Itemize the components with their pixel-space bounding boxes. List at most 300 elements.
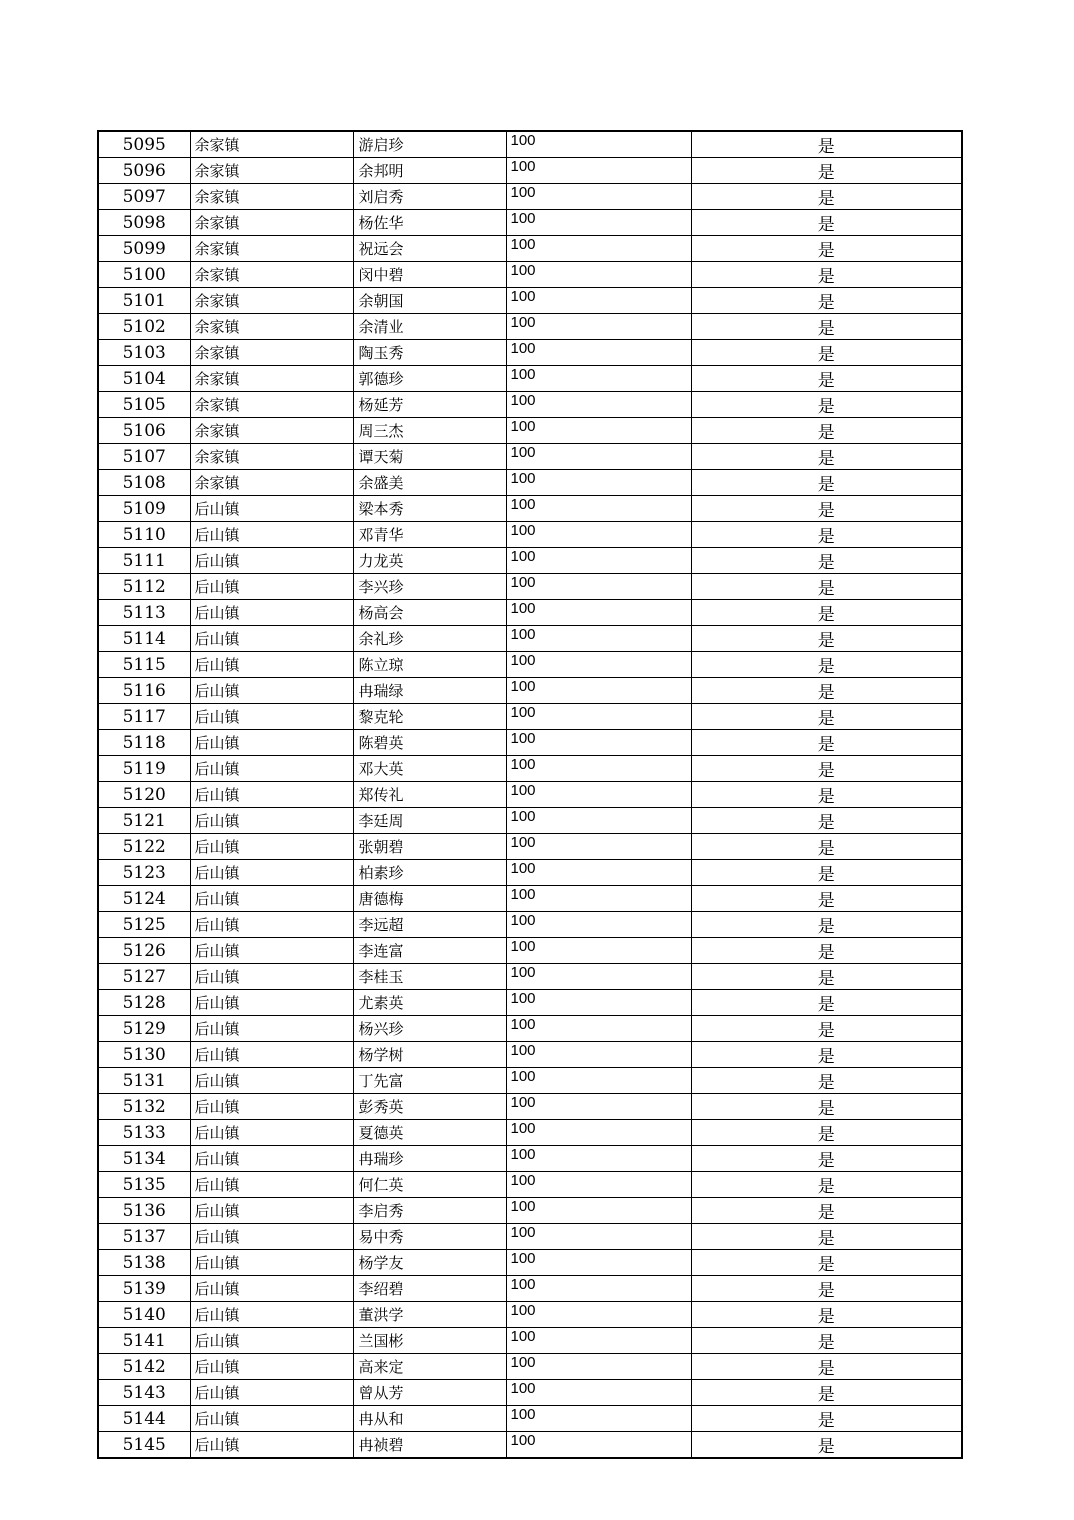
flag-cell: 是 bbox=[691, 470, 962, 496]
row-number-cell: 5135 bbox=[98, 1172, 190, 1198]
flag-cell: 是 bbox=[691, 548, 962, 574]
person-name-cell: 冉从和 bbox=[353, 1406, 506, 1432]
flag-cell: 是 bbox=[691, 340, 962, 366]
table-row bbox=[98, 1198, 962, 1224]
person-name-cell: 李连富 bbox=[353, 938, 506, 964]
town-cell: 后山镇 bbox=[190, 782, 353, 808]
person-name-cell: 柏素珍 bbox=[353, 860, 506, 886]
table-row bbox=[98, 314, 962, 340]
person-name-cell: 冉瑞珍 bbox=[353, 1146, 506, 1172]
table-row bbox=[98, 1380, 962, 1406]
flag-cell: 是 bbox=[691, 1016, 962, 1042]
row-number-cell: 5125 bbox=[98, 912, 190, 938]
row-number-cell: 5143 bbox=[98, 1380, 190, 1406]
person-name-cell: 李桂玉 bbox=[353, 964, 506, 990]
amount-cell: 100 bbox=[506, 834, 691, 860]
person-name-cell: 张朝碧 bbox=[353, 834, 506, 860]
person-name-cell: 郭德珍 bbox=[353, 366, 506, 392]
row-number-cell: 5112 bbox=[98, 574, 190, 600]
flag-cell: 是 bbox=[691, 1094, 962, 1120]
amount-cell: 100 bbox=[506, 912, 691, 938]
person-name-cell: 邓青华 bbox=[353, 522, 506, 548]
flag-cell: 是 bbox=[691, 1276, 962, 1302]
amount-cell: 100 bbox=[506, 1198, 691, 1224]
table-row bbox=[98, 470, 962, 496]
town-cell: 后山镇 bbox=[190, 574, 353, 600]
flag-cell: 是 bbox=[691, 886, 962, 912]
table-row bbox=[98, 1094, 962, 1120]
amount-cell: 100 bbox=[506, 860, 691, 886]
row-number-cell: 5102 bbox=[98, 314, 190, 340]
person-name-cell: 杨学树 bbox=[353, 1042, 506, 1068]
table-row bbox=[98, 1302, 962, 1328]
flag-cell: 是 bbox=[691, 444, 962, 470]
table-row bbox=[98, 1042, 962, 1068]
town-cell: 余家镇 bbox=[190, 418, 353, 444]
town-cell: 余家镇 bbox=[190, 314, 353, 340]
flag-cell: 是 bbox=[691, 1406, 962, 1432]
flag-cell: 是 bbox=[691, 1068, 962, 1094]
amount-cell: 100 bbox=[506, 756, 691, 782]
row-number-cell: 5126 bbox=[98, 938, 190, 964]
table-row bbox=[98, 1276, 962, 1302]
person-name-cell: 陈碧英 bbox=[353, 730, 506, 756]
row-number-cell: 5129 bbox=[98, 1016, 190, 1042]
flag-cell: 是 bbox=[691, 1302, 962, 1328]
table-row bbox=[98, 1432, 962, 1459]
flag-cell: 是 bbox=[691, 496, 962, 522]
amount-cell: 100 bbox=[506, 1146, 691, 1172]
person-name-cell: 闵中碧 bbox=[353, 262, 506, 288]
person-name-cell: 易中秀 bbox=[353, 1224, 506, 1250]
row-number-cell: 5121 bbox=[98, 808, 190, 834]
town-cell: 余家镇 bbox=[190, 366, 353, 392]
flag-cell: 是 bbox=[691, 1120, 962, 1146]
table-row bbox=[98, 678, 962, 704]
amount-cell: 100 bbox=[506, 964, 691, 990]
town-cell: 后山镇 bbox=[190, 1224, 353, 1250]
person-name-cell: 谭天菊 bbox=[353, 444, 506, 470]
person-name-cell: 余礼珍 bbox=[353, 626, 506, 652]
town-cell: 后山镇 bbox=[190, 548, 353, 574]
table-row bbox=[98, 184, 962, 210]
table-row bbox=[98, 1172, 962, 1198]
person-name-cell: 陶玉秀 bbox=[353, 340, 506, 366]
row-number-cell: 5097 bbox=[98, 184, 190, 210]
amount-cell: 100 bbox=[506, 574, 691, 600]
amount-cell: 100 bbox=[506, 990, 691, 1016]
flag-cell: 是 bbox=[691, 730, 962, 756]
person-name-cell: 高来定 bbox=[353, 1354, 506, 1380]
flag-cell: 是 bbox=[691, 1172, 962, 1198]
flag-cell: 是 bbox=[691, 314, 962, 340]
table-row bbox=[98, 1406, 962, 1432]
row-number-cell: 5140 bbox=[98, 1302, 190, 1328]
row-number-cell: 5141 bbox=[98, 1328, 190, 1354]
table-row bbox=[98, 210, 962, 236]
flag-cell: 是 bbox=[691, 522, 962, 548]
flag-cell: 是 bbox=[691, 782, 962, 808]
flag-cell: 是 bbox=[691, 1432, 962, 1459]
person-name-cell: 杨延芳 bbox=[353, 392, 506, 418]
row-number-cell: 5116 bbox=[98, 678, 190, 704]
table-row bbox=[98, 496, 962, 522]
row-number-cell: 5100 bbox=[98, 262, 190, 288]
town-cell: 后山镇 bbox=[190, 678, 353, 704]
row-number-cell: 5122 bbox=[98, 834, 190, 860]
person-name-cell: 李远超 bbox=[353, 912, 506, 938]
row-number-cell: 5107 bbox=[98, 444, 190, 470]
flag-cell: 是 bbox=[691, 704, 962, 730]
town-cell: 后山镇 bbox=[190, 496, 353, 522]
table-row bbox=[98, 756, 962, 782]
town-cell: 后山镇 bbox=[190, 756, 353, 782]
amount-cell: 100 bbox=[506, 236, 691, 262]
table-row bbox=[98, 1068, 962, 1094]
table-row bbox=[98, 912, 962, 938]
town-cell: 余家镇 bbox=[190, 470, 353, 496]
town-cell: 余家镇 bbox=[190, 236, 353, 262]
town-cell: 后山镇 bbox=[190, 1120, 353, 1146]
town-cell: 后山镇 bbox=[190, 1068, 353, 1094]
row-number-cell: 5109 bbox=[98, 496, 190, 522]
table-row bbox=[98, 340, 962, 366]
person-name-cell: 梁本秀 bbox=[353, 496, 506, 522]
amount-cell: 100 bbox=[506, 1120, 691, 1146]
row-number-cell: 5101 bbox=[98, 288, 190, 314]
amount-cell: 100 bbox=[506, 262, 691, 288]
amount-cell: 100 bbox=[506, 418, 691, 444]
person-name-cell: 余清业 bbox=[353, 314, 506, 340]
person-name-cell: 李兴珍 bbox=[353, 574, 506, 600]
town-cell: 余家镇 bbox=[190, 158, 353, 184]
flag-cell: 是 bbox=[691, 678, 962, 704]
town-cell: 余家镇 bbox=[190, 340, 353, 366]
flag-cell: 是 bbox=[691, 1380, 962, 1406]
town-cell: 余家镇 bbox=[190, 444, 353, 470]
row-number-cell: 5104 bbox=[98, 366, 190, 392]
table-row bbox=[98, 730, 962, 756]
flag-cell: 是 bbox=[691, 210, 962, 236]
town-cell: 后山镇 bbox=[190, 1406, 353, 1432]
flag-cell: 是 bbox=[691, 912, 962, 938]
row-number-cell: 5120 bbox=[98, 782, 190, 808]
town-cell: 后山镇 bbox=[190, 990, 353, 1016]
town-cell: 后山镇 bbox=[190, 1380, 353, 1406]
town-cell: 后山镇 bbox=[190, 626, 353, 652]
amount-cell: 100 bbox=[506, 652, 691, 678]
row-number-cell: 5138 bbox=[98, 1250, 190, 1276]
flag-cell: 是 bbox=[691, 834, 962, 860]
amount-cell: 100 bbox=[506, 1354, 691, 1380]
row-number-cell: 5137 bbox=[98, 1224, 190, 1250]
person-name-cell: 丁先富 bbox=[353, 1068, 506, 1094]
person-name-cell: 余朝国 bbox=[353, 288, 506, 314]
amount-cell: 100 bbox=[506, 1016, 691, 1042]
amount-cell: 100 bbox=[506, 1406, 691, 1432]
table-row bbox=[98, 964, 962, 990]
person-name-cell: 邓大英 bbox=[353, 756, 506, 782]
table-row bbox=[98, 1016, 962, 1042]
row-number-cell: 5108 bbox=[98, 470, 190, 496]
person-name-cell: 郑传礼 bbox=[353, 782, 506, 808]
town-cell: 后山镇 bbox=[190, 1042, 353, 1068]
town-cell: 后山镇 bbox=[190, 1328, 353, 1354]
person-name-cell: 唐德梅 bbox=[353, 886, 506, 912]
flag-cell: 是 bbox=[691, 184, 962, 210]
row-number-cell: 5139 bbox=[98, 1276, 190, 1302]
table-row bbox=[98, 938, 962, 964]
row-number-cell: 5136 bbox=[98, 1198, 190, 1224]
row-number-cell: 5142 bbox=[98, 1354, 190, 1380]
town-cell: 后山镇 bbox=[190, 1146, 353, 1172]
town-cell: 余家镇 bbox=[190, 210, 353, 236]
amount-cell: 100 bbox=[506, 496, 691, 522]
table-row bbox=[98, 1146, 962, 1172]
person-name-cell: 余盛美 bbox=[353, 470, 506, 496]
row-number-cell: 5096 bbox=[98, 158, 190, 184]
table-row bbox=[98, 444, 962, 470]
row-number-cell: 5134 bbox=[98, 1146, 190, 1172]
person-name-cell: 冉瑞绿 bbox=[353, 678, 506, 704]
person-name-cell: 董洪学 bbox=[353, 1302, 506, 1328]
table-row bbox=[98, 1354, 962, 1380]
person-name-cell: 余邦明 bbox=[353, 158, 506, 184]
amount-cell: 100 bbox=[506, 1172, 691, 1198]
amount-cell: 100 bbox=[506, 392, 691, 418]
row-number-cell: 5106 bbox=[98, 418, 190, 444]
flag-cell: 是 bbox=[691, 652, 962, 678]
row-number-cell: 5144 bbox=[98, 1406, 190, 1432]
town-cell: 后山镇 bbox=[190, 522, 353, 548]
amount-cell: 100 bbox=[506, 938, 691, 964]
person-name-cell: 李廷周 bbox=[353, 808, 506, 834]
table-row bbox=[98, 418, 962, 444]
flag-cell: 是 bbox=[691, 938, 962, 964]
table-row bbox=[98, 1224, 962, 1250]
flag-cell: 是 bbox=[691, 1146, 962, 1172]
flag-cell: 是 bbox=[691, 574, 962, 600]
table-row bbox=[98, 1120, 962, 1146]
amount-cell: 100 bbox=[506, 600, 691, 626]
table-row bbox=[98, 626, 962, 652]
flag-cell: 是 bbox=[691, 600, 962, 626]
person-name-cell: 力龙英 bbox=[353, 548, 506, 574]
table-row bbox=[98, 366, 962, 392]
town-cell: 后山镇 bbox=[190, 1016, 353, 1042]
amount-cell: 100 bbox=[506, 1224, 691, 1250]
amount-cell: 100 bbox=[506, 158, 691, 184]
town-cell: 后山镇 bbox=[190, 808, 353, 834]
town-cell: 后山镇 bbox=[190, 600, 353, 626]
table-row bbox=[98, 860, 962, 886]
person-name-cell: 尤素英 bbox=[353, 990, 506, 1016]
table-row bbox=[98, 834, 962, 860]
person-name-cell: 黎克轮 bbox=[353, 704, 506, 730]
row-number-cell: 5098 bbox=[98, 210, 190, 236]
table-row bbox=[98, 600, 962, 626]
row-number-cell: 5133 bbox=[98, 1120, 190, 1146]
table-row bbox=[98, 1250, 962, 1276]
town-cell: 后山镇 bbox=[190, 860, 353, 886]
flag-cell: 是 bbox=[691, 288, 962, 314]
person-name-cell: 何仁英 bbox=[353, 1172, 506, 1198]
flag-cell: 是 bbox=[691, 236, 962, 262]
row-number-cell: 5131 bbox=[98, 1068, 190, 1094]
row-number-cell: 5113 bbox=[98, 600, 190, 626]
flag-cell: 是 bbox=[691, 1328, 962, 1354]
amount-cell: 100 bbox=[506, 1250, 691, 1276]
table-row bbox=[98, 392, 962, 418]
person-name-cell: 杨兴珍 bbox=[353, 1016, 506, 1042]
row-number-cell: 5118 bbox=[98, 730, 190, 756]
row-number-cell: 5099 bbox=[98, 236, 190, 262]
town-cell: 后山镇 bbox=[190, 652, 353, 678]
amount-cell: 100 bbox=[506, 366, 691, 392]
flag-cell: 是 bbox=[691, 418, 962, 444]
table-row bbox=[98, 1328, 962, 1354]
town-cell: 后山镇 bbox=[190, 1094, 353, 1120]
town-cell: 后山镇 bbox=[190, 1354, 353, 1380]
town-cell: 后山镇 bbox=[190, 1302, 353, 1328]
amount-cell: 100 bbox=[506, 131, 691, 158]
flag-cell: 是 bbox=[691, 366, 962, 392]
flag-cell: 是 bbox=[691, 860, 962, 886]
amount-cell: 100 bbox=[506, 1432, 691, 1459]
flag-cell: 是 bbox=[691, 158, 962, 184]
flag-cell: 是 bbox=[691, 1198, 962, 1224]
data-table bbox=[97, 130, 963, 1459]
amount-cell: 100 bbox=[506, 444, 691, 470]
amount-cell: 100 bbox=[506, 808, 691, 834]
person-name-cell: 杨高会 bbox=[353, 600, 506, 626]
table-row bbox=[98, 782, 962, 808]
person-name-cell: 刘启秀 bbox=[353, 184, 506, 210]
town-cell: 余家镇 bbox=[190, 131, 353, 158]
flag-cell: 是 bbox=[691, 131, 962, 158]
person-name-cell: 周三杰 bbox=[353, 418, 506, 444]
row-number-cell: 5127 bbox=[98, 964, 190, 990]
person-name-cell: 彭秀英 bbox=[353, 1094, 506, 1120]
amount-cell: 100 bbox=[506, 782, 691, 808]
row-number-cell: 5114 bbox=[98, 626, 190, 652]
amount-cell: 100 bbox=[506, 886, 691, 912]
row-number-cell: 5115 bbox=[98, 652, 190, 678]
town-cell: 后山镇 bbox=[190, 964, 353, 990]
row-number-cell: 5123 bbox=[98, 860, 190, 886]
amount-cell: 100 bbox=[506, 1042, 691, 1068]
town-cell: 后山镇 bbox=[190, 1198, 353, 1224]
person-name-cell: 杨佐华 bbox=[353, 210, 506, 236]
town-cell: 后山镇 bbox=[190, 886, 353, 912]
person-name-cell: 祝远会 bbox=[353, 236, 506, 262]
amount-cell: 100 bbox=[506, 548, 691, 574]
town-cell: 后山镇 bbox=[190, 1276, 353, 1302]
table-row bbox=[98, 522, 962, 548]
row-number-cell: 5095 bbox=[98, 131, 190, 158]
amount-cell: 100 bbox=[506, 288, 691, 314]
person-name-cell: 陈立琼 bbox=[353, 652, 506, 678]
amount-cell: 100 bbox=[506, 1094, 691, 1120]
amount-cell: 100 bbox=[506, 626, 691, 652]
town-cell: 余家镇 bbox=[190, 184, 353, 210]
table-row bbox=[98, 288, 962, 314]
row-number-cell: 5103 bbox=[98, 340, 190, 366]
town-cell: 后山镇 bbox=[190, 938, 353, 964]
town-cell: 后山镇 bbox=[190, 704, 353, 730]
flag-cell: 是 bbox=[691, 756, 962, 782]
flag-cell: 是 bbox=[691, 964, 962, 990]
row-number-cell: 5111 bbox=[98, 548, 190, 574]
table-row bbox=[98, 262, 962, 288]
table-row bbox=[98, 158, 962, 184]
table-row bbox=[98, 990, 962, 1016]
amount-cell: 100 bbox=[506, 340, 691, 366]
amount-cell: 100 bbox=[506, 1302, 691, 1328]
table-row bbox=[98, 808, 962, 834]
row-number-cell: 5119 bbox=[98, 756, 190, 782]
amount-cell: 100 bbox=[506, 1380, 691, 1406]
flag-cell: 是 bbox=[691, 1354, 962, 1380]
amount-cell: 100 bbox=[506, 184, 691, 210]
amount-cell: 100 bbox=[506, 314, 691, 340]
row-number-cell: 5130 bbox=[98, 1042, 190, 1068]
flag-cell: 是 bbox=[691, 990, 962, 1016]
table-row bbox=[98, 574, 962, 600]
table-row bbox=[98, 131, 962, 158]
person-name-cell: 夏德英 bbox=[353, 1120, 506, 1146]
flag-cell: 是 bbox=[691, 808, 962, 834]
amount-cell: 100 bbox=[506, 678, 691, 704]
row-number-cell: 5124 bbox=[98, 886, 190, 912]
town-cell: 后山镇 bbox=[190, 834, 353, 860]
amount-cell: 100 bbox=[506, 1068, 691, 1094]
town-cell: 后山镇 bbox=[190, 912, 353, 938]
flag-cell: 是 bbox=[691, 626, 962, 652]
town-cell: 后山镇 bbox=[190, 730, 353, 756]
table-row bbox=[98, 652, 962, 678]
town-cell: 后山镇 bbox=[190, 1250, 353, 1276]
row-number-cell: 5105 bbox=[98, 392, 190, 418]
town-cell: 后山镇 bbox=[190, 1172, 353, 1198]
amount-cell: 100 bbox=[506, 704, 691, 730]
table-row bbox=[98, 548, 962, 574]
person-name-cell: 李绍碧 bbox=[353, 1276, 506, 1302]
table-row bbox=[98, 236, 962, 262]
person-name-cell: 李启秀 bbox=[353, 1198, 506, 1224]
table-body bbox=[98, 131, 962, 1458]
person-name-cell: 曾从芳 bbox=[353, 1380, 506, 1406]
flag-cell: 是 bbox=[691, 392, 962, 418]
flag-cell: 是 bbox=[691, 262, 962, 288]
flag-cell: 是 bbox=[691, 1042, 962, 1068]
amount-cell: 100 bbox=[506, 470, 691, 496]
amount-cell: 100 bbox=[506, 522, 691, 548]
person-name-cell: 杨学友 bbox=[353, 1250, 506, 1276]
amount-cell: 100 bbox=[506, 730, 691, 756]
person-name-cell: 兰国彬 bbox=[353, 1328, 506, 1354]
town-cell: 余家镇 bbox=[190, 288, 353, 314]
town-cell: 后山镇 bbox=[190, 1432, 353, 1459]
amount-cell: 100 bbox=[506, 1328, 691, 1354]
amount-cell: 100 bbox=[506, 210, 691, 236]
row-number-cell: 5117 bbox=[98, 704, 190, 730]
row-number-cell: 5128 bbox=[98, 990, 190, 1016]
flag-cell: 是 bbox=[691, 1224, 962, 1250]
row-number-cell: 5110 bbox=[98, 522, 190, 548]
town-cell: 余家镇 bbox=[190, 262, 353, 288]
table-row bbox=[98, 886, 962, 912]
